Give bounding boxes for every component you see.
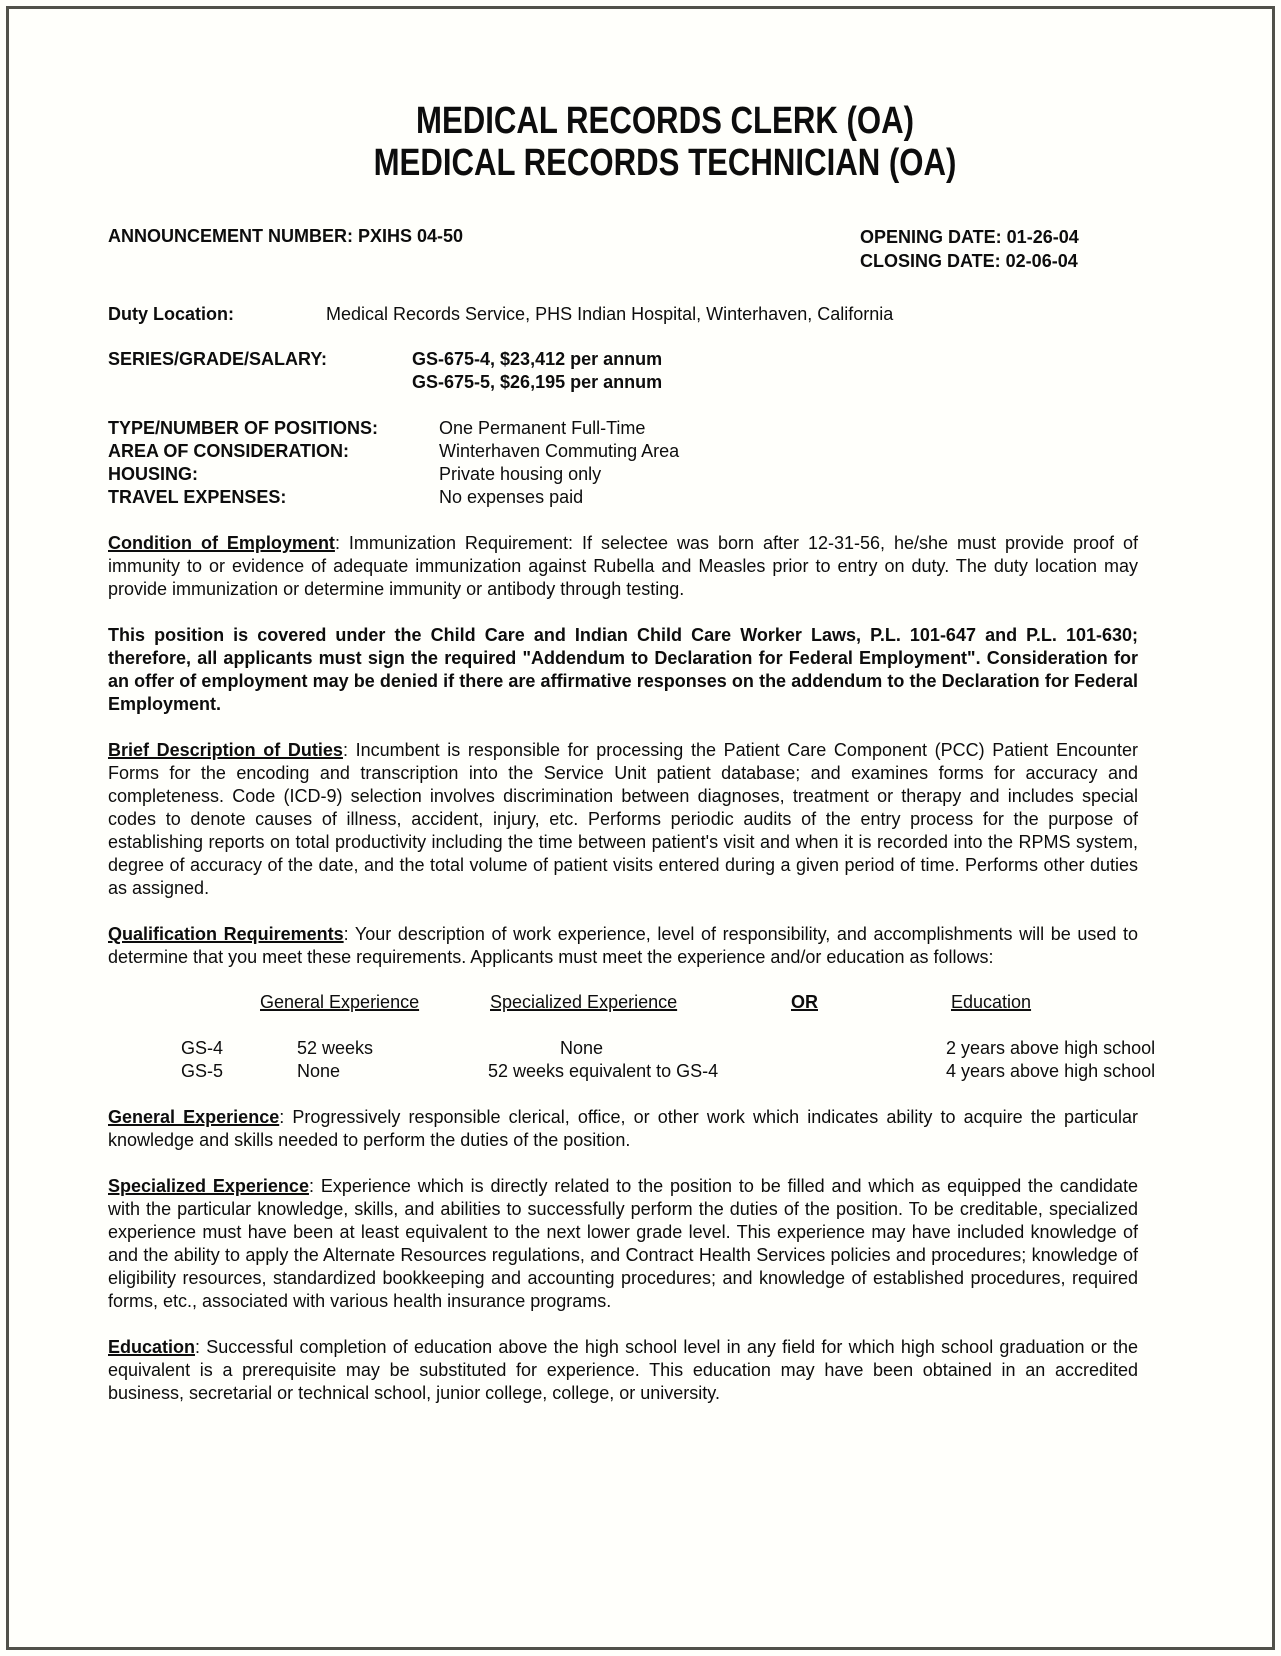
education-body: : Successful completion of education above the high school level in any field for which high school graduation or the equivalent is a prerequisite may be substituted for experience. This education may have been obtained in an accredited business, secretarial or technical school, junior college, college, or university. bbox=[108, 1337, 1138, 1403]
table-row-gs5 bbox=[108, 1060, 1156, 1083]
series-grade-salary-row bbox=[108, 348, 1138, 394]
series-grade-salary-values bbox=[412, 348, 662, 394]
duty-location-label: Duty Location: bbox=[108, 304, 234, 324]
specialized-experience-heading: Specialized Experience bbox=[108, 1176, 309, 1196]
general-experience-body: : Progressively responsible clerical, office, or other work which indicates ability to acquire the particular knowledge and skills needed to perform the duties of the position. bbox=[108, 1107, 1138, 1150]
closing-date: CLOSING DATE: 02-06-04 bbox=[860, 251, 1078, 271]
education-paragraph bbox=[108, 1336, 1138, 1405]
qualification-table-header bbox=[108, 991, 1138, 1014]
area-consideration-label: AREA OF CONSIDERATION: bbox=[108, 441, 349, 461]
salary-gs5: GS-675-5, $26,195 per annum bbox=[412, 372, 663, 392]
document-content bbox=[108, 0, 1156, 1405]
area-consideration-row bbox=[108, 440, 1138, 463]
general-experience-paragraph bbox=[108, 1106, 1138, 1152]
gs5-education: 4 years above high school bbox=[946, 1061, 1156, 1081]
qualification-requirements-paragraph bbox=[108, 923, 1138, 969]
area-consideration-value: Winterhaven Commuting Area bbox=[439, 441, 680, 461]
duty-location-row bbox=[108, 303, 1138, 326]
gs5-general: None bbox=[297, 1061, 341, 1081]
salary-gs4: GS-675-4, $23,412 per annum bbox=[412, 349, 663, 369]
title-line-1: MEDICAL RECORDS CLERK (OA) bbox=[416, 100, 914, 142]
education-heading: Education bbox=[108, 1337, 196, 1357]
series-grade-salary-label: SERIES/GRADE/SALARY: bbox=[108, 349, 328, 369]
brief-description-heading: Brief Description of Duties bbox=[108, 740, 343, 760]
brief-description-paragraph bbox=[108, 739, 1138, 900]
housing-row bbox=[108, 463, 1138, 486]
gs4-general: 52 weeks bbox=[297, 1038, 374, 1058]
brief-description-body: : Incumbent is responsible for processing the Patient Care Component (PCC) Patient Encounter Forms for the encoding and transcription into the Service Unit patient database; and examines forms for accuracy and completeness. Code (ICD-9) selection involves discrimination between diagnoses, treatment or therapy and includes special codes to denote causes of illness, accident, injury, etc. Performs periodic audits of the entry process for the purpose of establishing reports on total productivity including the time between patient's visit and when it is recorded into the RPMS system, degree of accuracy of the date, and the total volume of patient visits entered during a given period of time. Performs other duties as assigned. bbox=[108, 740, 1138, 898]
header-education: Education bbox=[951, 992, 1032, 1012]
travel-expenses-value: No expenses paid bbox=[439, 487, 584, 507]
condition-of-employment-body: : Immunization Requirement: If selectee was born after 12-31-56, he/she must provide proof of immunity to or evidence of adequate immunization against Rubella and Measles prior to entry on duty. The duty location may provide immunization or determine immunity or antibody through testing. bbox=[108, 533, 1138, 599]
gs4-specialized: None bbox=[560, 1038, 604, 1058]
announcement-row bbox=[108, 225, 1138, 273]
title-line-2: MEDICAL RECORDS TECHNICIAN (OA) bbox=[373, 142, 957, 184]
travel-expenses-row bbox=[108, 486, 1138, 509]
duty-location-value: Medical Records Service, PHS Indian Hospital, Winterhaven, California bbox=[326, 304, 894, 324]
specialized-experience-body: : Experience which is directly related to the position to be filled and which as equipped the candidate with the particular knowledge, skills, and abilities to successfully perform the duties of the position. To be creditable, specialized experience must have been at least equivalent to the next lower grade level. This experience may have included knowledge of and the ability to apply the Alternate Resources regulations, and Contract Health Services policies and procedures; knowledge of eligibility resources, standardized bookkeeping and accounting procedures; and knowledge of established procedures, required forms, etc., associated with various health insurance programs. bbox=[108, 1176, 1138, 1311]
type-number-label: TYPE/NUMBER OF POSITIONS: bbox=[108, 418, 379, 438]
gs5-specialized: 52 weeks equivalent to GS-4 bbox=[488, 1061, 719, 1081]
condition-of-employment-paragraph bbox=[108, 532, 1138, 601]
housing-label: HOUSING: bbox=[108, 464, 198, 484]
child-care-laws-paragraph: This position is covered under the Child Care and Indian Child Care Worker Laws, P.L. 101-647 and P.L. 101-630; therefore, all applicants must sign the required "Addendum to Declaration for Federal Employment". Consideration for an offer of employment may be denied if there are affirmative responses on the addendum to the Declaration for Federal Employment. bbox=[108, 625, 1138, 714]
qualification-requirements-body: : Your description of work experience, level of responsibility, and accomplishments will be used to determine that you meet these requirements. Applicants must meet the experience and/or education as follows: bbox=[108, 924, 1138, 967]
qualification-requirements-heading: Qualification Requirements bbox=[108, 924, 344, 944]
position-details-block bbox=[108, 417, 1138, 509]
document-title bbox=[243, 100, 1088, 184]
gs5-grade: GS-5 bbox=[181, 1061, 224, 1081]
gs4-education: 2 years above high school bbox=[946, 1038, 1156, 1058]
specialized-experience-paragraph bbox=[108, 1175, 1138, 1313]
qualification-table bbox=[108, 991, 1156, 1083]
gs4-grade: GS-4 bbox=[181, 1038, 224, 1058]
type-number-value: One Permanent Full-Time bbox=[439, 418, 646, 438]
opening-date: OPENING DATE: 01-26-04 bbox=[860, 227, 1079, 247]
header-or: OR bbox=[791, 992, 818, 1012]
travel-expenses-label: TRAVEL EXPENSES: bbox=[108, 487, 287, 507]
announcement-number: ANNOUNCEMENT NUMBER: PXIHS 04-50 bbox=[108, 226, 464, 246]
general-experience-heading: General Experience bbox=[108, 1107, 280, 1127]
housing-value: Private housing only bbox=[439, 464, 602, 484]
header-general-experience: General Experience bbox=[260, 992, 420, 1012]
type-number-row bbox=[108, 417, 1138, 440]
announcement-dates bbox=[860, 225, 1079, 273]
table-row-gs4 bbox=[108, 1037, 1156, 1060]
condition-of-employment-heading: Condition of Employment bbox=[108, 533, 335, 553]
header-specialized-experience: Specialized Experience bbox=[490, 992, 678, 1012]
